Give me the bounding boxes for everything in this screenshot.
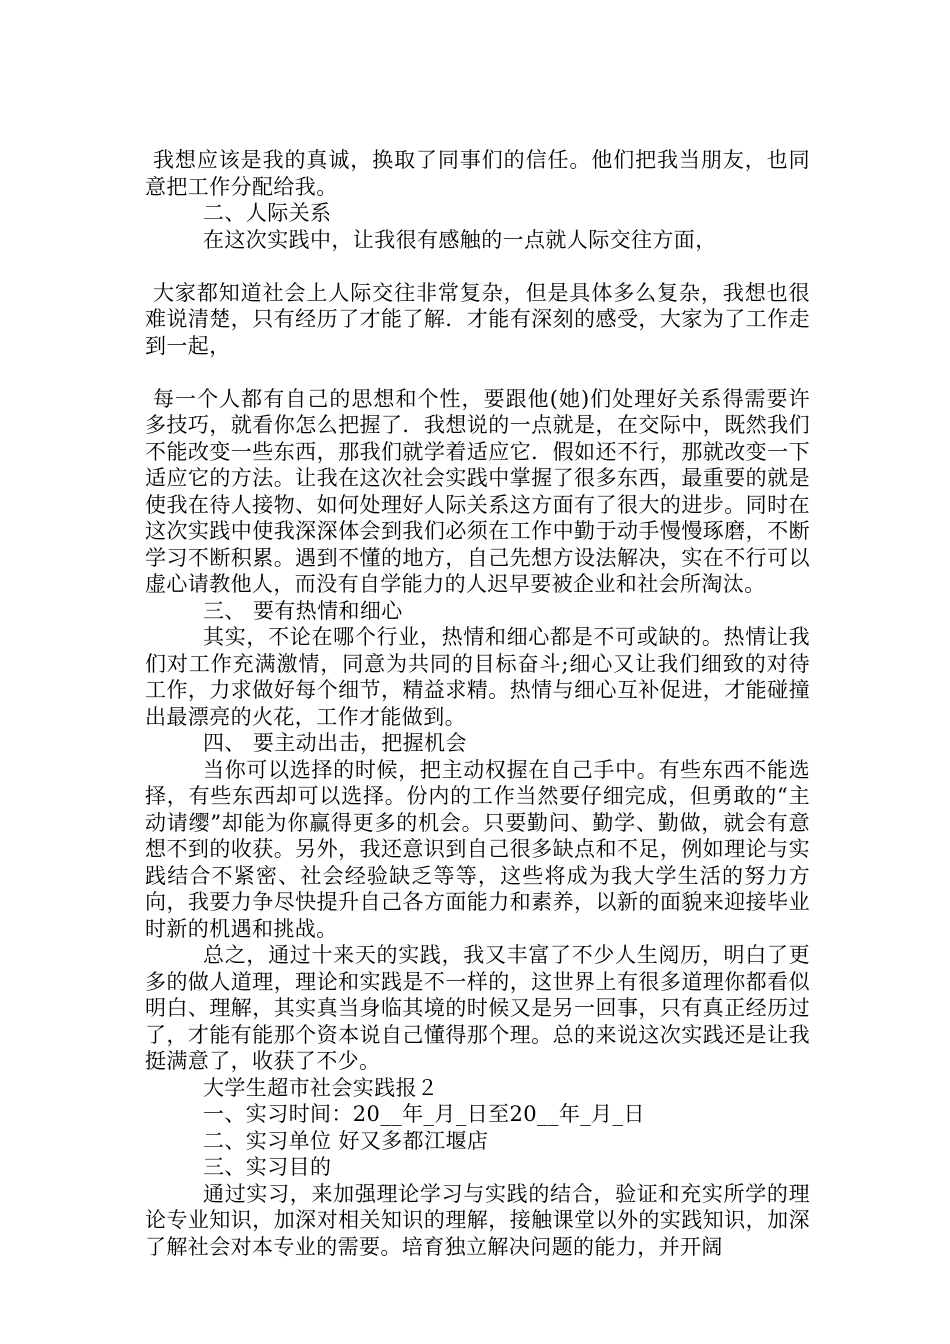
paragraph-trust: 我想应该是我的真诚，换取了同事们的信任。他们把我当朋友，也同意把工作分配给我。	[145, 148, 810, 199]
paragraph-summary: 总之，通过十来天的实践，我又丰富了不少人生阅历，明白了更多的做人道理，理论和实践是不一样的，这世界上有很多道理你都看似明白、理解，其实真当身临其境的时候又是另一回事，只有真正经历过了，才能有能那个资本说自己懂得那个理。总的来说这次实践还是让我挺满意了，收获了不少。	[145, 943, 810, 1073]
paragraph-personality: 每一个人都有自己的思想和个性，要跟他(她)们处理好关系得需要许多技巧，就看你怎么把握了．我想说的一点就是，在交际中，既然我们不能改变一些东西，那我们就学着适应它．假如还不行，那就改变一下适应它的方法。让我在这次社会实践中掌握了很多东西，最重要的就是使我在待人接物、如何处理好人际关系这方面有了很大的进步。同时在这次实践中使我深深体会到我们必须在工作中勤于动手慢慢琢磨，不断学习不断积累。遇到不懂的地方，自己先想方设法解决，实在不行可以虚心请教他人，而没有自学能力的人迟早要被企业和社会所淘汰。	[145, 386, 810, 596]
blank-line	[145, 253, 810, 280]
paragraph-initiative: 当你可以选择的时候，把主动权握在自己手中。有些东西不能选择，有些东西却可以选择。份内的工作当然要仔细完成，但勇敢的“主动请缨”却能为你赢得更多的机会。只要勤问、勤学、勤做，就会有意想不到的收获。另外，我还意识到自己很多缺点和不足，例如理论与实践结合不紧密、社会经验缺乏等等，这些将成为我大学生活的努力方向，我要力争尽快提升自己各方面能力和素养，以新的面貌来迎接毕业时新的机遇和挑战。	[145, 757, 810, 941]
paragraph-passion-care: 其实，不论在哪个行业，热情和细心都是不可或缺的。热情让我们对工作充满激情，同意为共同的目标奋斗;细心又让我们细致的对待工作，力求做好每个细节，精益求精。热情与细心互补促进，才能碰撞出最漂亮的火花，工作才能做到。	[145, 625, 810, 729]
heading-passion-care: 三、 要有热情和细心	[203, 598, 403, 623]
paragraph-social-complexity: 大家都知道社会上人际交往非常复杂，但是具体多么复杂，我想也很难说清楚，只有经历了才能了解．才能有深刻的感受，大家为了工作走到一起，	[145, 280, 810, 358]
blank-line	[145, 359, 810, 386]
paragraph-internship-purpose: 通过实习，来加强理论学习与实践的结合，验证和充实所学的理论专业知识，加深对相关知识的理解，接触课堂以外的实践知识，加深了解社会对本专业的需要。培育独立解决问题的能力，并开阔	[145, 1181, 810, 1259]
document-body	[145, 147, 810, 1260]
internship-time: 一、实习时间：20__年_月_日至20__年_月_日	[203, 1102, 645, 1126]
heading-internship-purpose: 三、实习目的	[203, 1155, 332, 1179]
internship-unit: 二、实习单位 好又多都江堰店	[203, 1128, 489, 1153]
report-2-title: 大学生超市社会实践报２	[203, 1075, 439, 1100]
heading-interpersonal: 二、人际关系	[203, 201, 332, 225]
paragraph-interpersonal-intro: 在这次实践中，让我很有感触的一点就人际交往方面，	[203, 227, 717, 252]
heading-initiative: 四、 要主动出击，把握机会	[203, 731, 467, 755]
